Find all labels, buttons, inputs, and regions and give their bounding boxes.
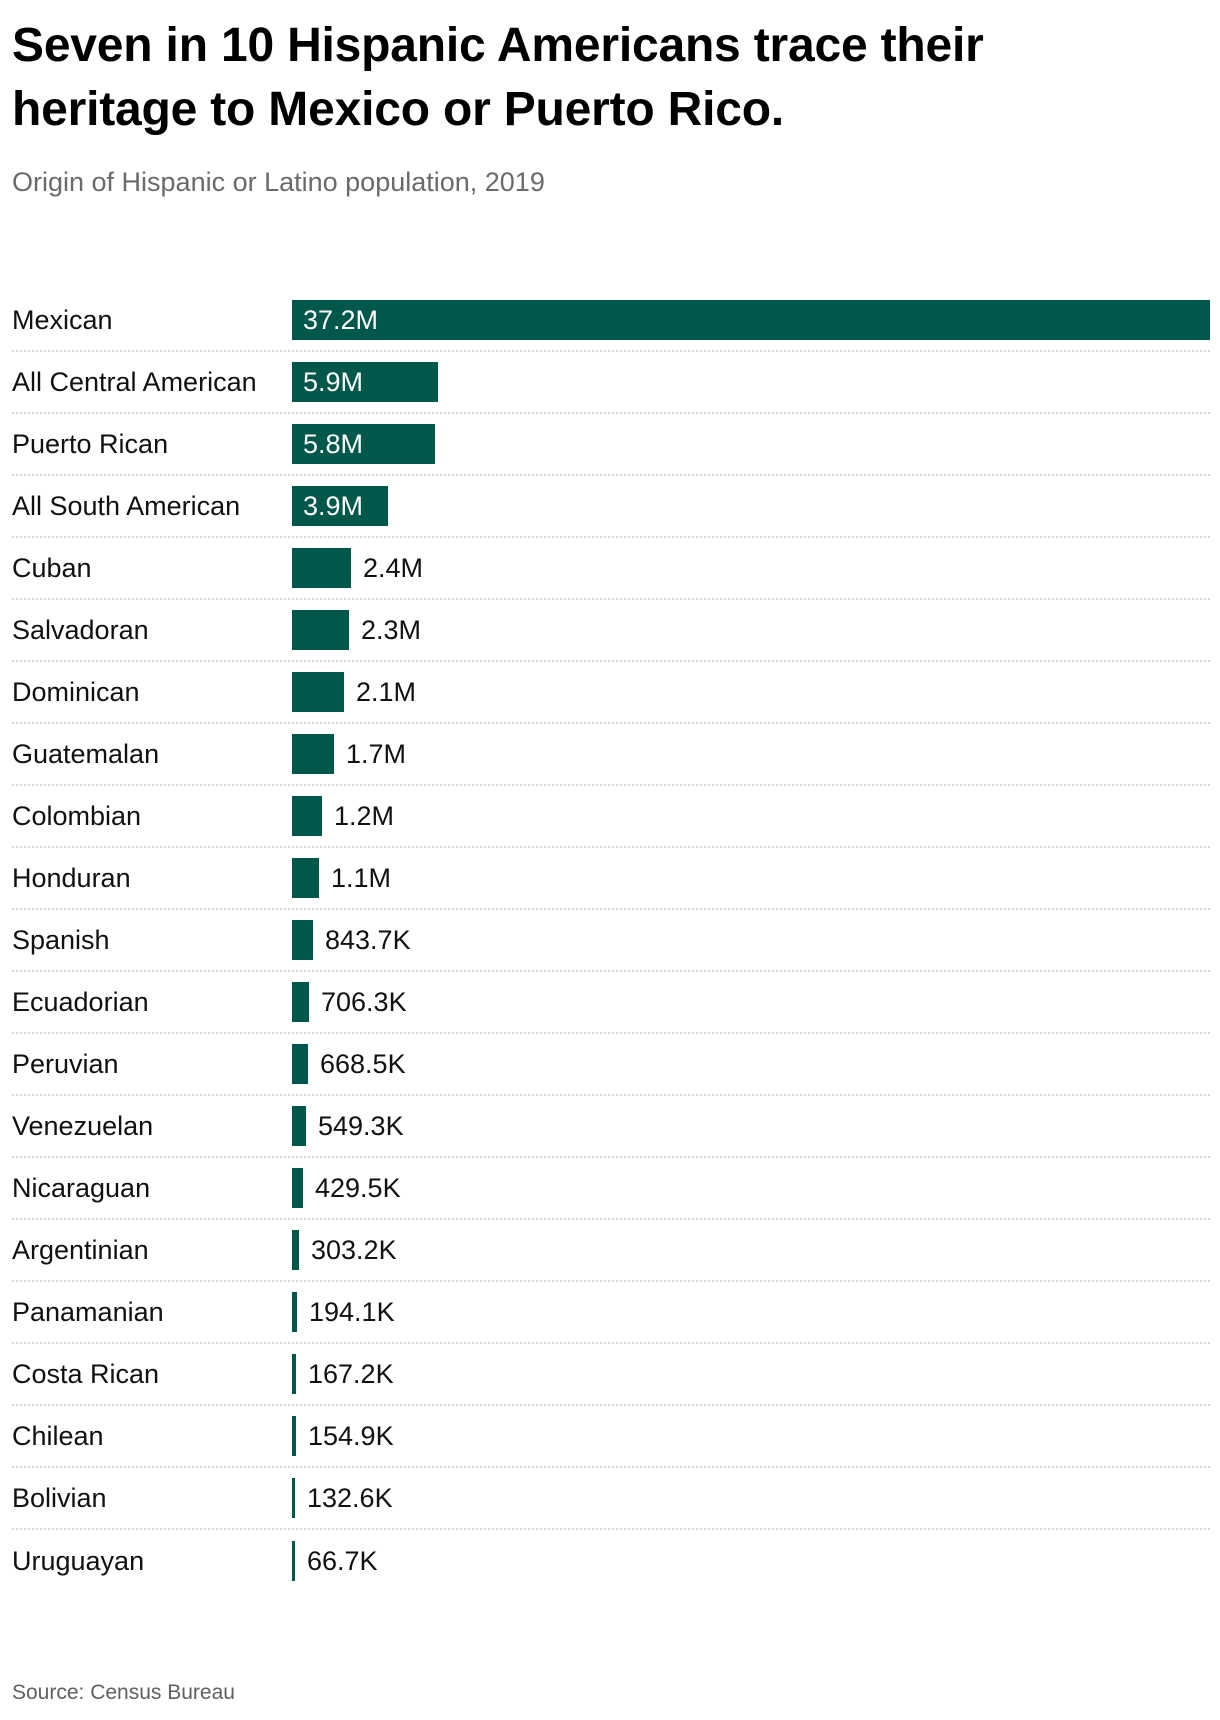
row-bar [292,1478,295,1518]
row-category-label: Argentinian [12,1235,149,1265]
chart-row [12,848,1210,910]
chart-row [12,1468,1210,1530]
row-bar [292,548,351,588]
row-value-label: 303.2K [311,1234,397,1265]
row-value-label: 1.7M [346,738,407,769]
row-category-label: Ecuadorian [12,987,149,1017]
row-bar-area [292,1478,1210,1518]
row-value-label: 167.2K [308,1358,394,1389]
row-bar-area [292,982,1210,1022]
row-bar [292,424,435,464]
row-value-label: 429.5K [315,1172,401,1203]
row-value-label: 5.9M [303,366,364,397]
row-value-label: 37.2M [303,304,379,335]
row-bar [292,920,313,960]
row-bar [292,858,319,898]
row-bar-area [292,1416,1210,1456]
row-category-label: Venezuelan [12,1111,154,1141]
row-bar [292,362,438,402]
row-category-label: Spanish [12,925,110,955]
row-category-label: Panamanian [12,1297,164,1327]
row-bar [292,486,388,526]
row-category-label: Honduran [12,863,131,893]
row-bar [292,1168,303,1208]
row-bar [292,1230,299,1270]
row-bar [292,300,1210,340]
row-value-label: 843.7K [325,924,411,955]
row-bar [292,1292,297,1332]
row-category-label: Peruvian [12,1049,119,1079]
chart-row [12,1034,1210,1096]
row-value-label: 706.3K [321,986,407,1017]
row-bar-area [292,424,1210,464]
row-category-label: Salvadoran [12,615,149,645]
row-value-label: 1.1M [331,862,392,893]
row-bar [292,982,309,1022]
row-category-label: Cuban [12,553,92,583]
chart-row [12,786,1210,848]
row-bar [292,1044,308,1084]
row-bar-area [292,486,1210,526]
row-bar [292,1106,306,1146]
row-bar-area [292,1230,1210,1270]
page-subtitle: Origin of Hispanic or Latino population, 2019 [12,167,545,197]
page-title: Seven in 10 Hispanic Americans trace their heritage to Mexico or Puerto Rico. [12,19,984,136]
chart-row [12,1406,1210,1468]
chart-row [12,910,1210,972]
row-value-label: 5.8M [303,428,364,459]
row-bar [292,1354,296,1394]
row-value-label: 1.2M [334,800,395,831]
row-category-label: Uruguayan [12,1546,145,1576]
chart-row [12,414,1210,476]
row-bar-area [292,1106,1210,1146]
chart-row [12,1220,1210,1282]
row-value-label: 66.7K [307,1545,378,1576]
row-bar-area [292,1044,1210,1084]
row-bar-area [292,796,1210,836]
row-bar [292,796,322,836]
bar-chart [12,290,1210,1592]
chart-row [12,972,1210,1034]
chart-row [12,1282,1210,1344]
row-category-label: Colombian [12,801,142,831]
row-bar-area [292,672,1210,712]
row-bar-area [292,734,1210,774]
row-bar [292,1416,296,1456]
chart-row [12,1530,1210,1592]
row-category-label: All Central American [12,367,257,397]
row-value-label: 549.3K [318,1110,404,1141]
row-value-label: 668.5K [320,1048,406,1079]
chart-row [12,352,1210,414]
row-category-label: Bolivian [12,1483,107,1513]
row-bar-area [292,1292,1210,1332]
row-bar-area [292,300,1210,340]
chart-row [12,538,1210,600]
chart-row [12,600,1210,662]
row-category-label: Costa Rican [12,1359,160,1389]
row-value-label: 154.9K [308,1420,394,1451]
row-bar-area [292,858,1210,898]
row-bar [292,610,349,650]
row-value-label: 2.3M [361,614,422,645]
chart-row [12,1158,1210,1220]
chart-row [12,724,1210,786]
row-bar-area [292,610,1210,650]
chart-row [12,290,1210,352]
row-category-label: Guatemalan [12,739,160,769]
row-bar [292,1541,295,1581]
row-value-label: 194.1K [309,1296,395,1327]
source-note: Source: Census Bureau [12,1681,235,1704]
row-bar-area [292,548,1210,588]
row-category-label: Mexican [12,305,113,335]
row-bar-area [292,1541,1210,1581]
row-category-label: All South American [12,491,241,521]
row-value-label: 3.9M [303,490,364,521]
chart-row [12,662,1210,724]
row-category-label: Nicaraguan [12,1173,151,1203]
row-category-label: Puerto Rican [12,429,169,459]
chart-row [12,1096,1210,1158]
row-bar-area [292,920,1210,960]
row-bar [292,672,344,712]
row-bar-area [292,362,1210,402]
row-value-label: 2.1M [356,676,417,707]
row-bar [292,734,334,774]
chart-row [12,1344,1210,1406]
row-category-label: Dominican [12,677,140,707]
row-category-label: Chilean [12,1421,104,1451]
row-value-label: 2.4M [363,552,424,583]
row-value-label: 132.6K [307,1482,393,1513]
chart-row [12,476,1210,538]
row-bar-area [292,1354,1210,1394]
row-bar-area [292,1168,1210,1208]
